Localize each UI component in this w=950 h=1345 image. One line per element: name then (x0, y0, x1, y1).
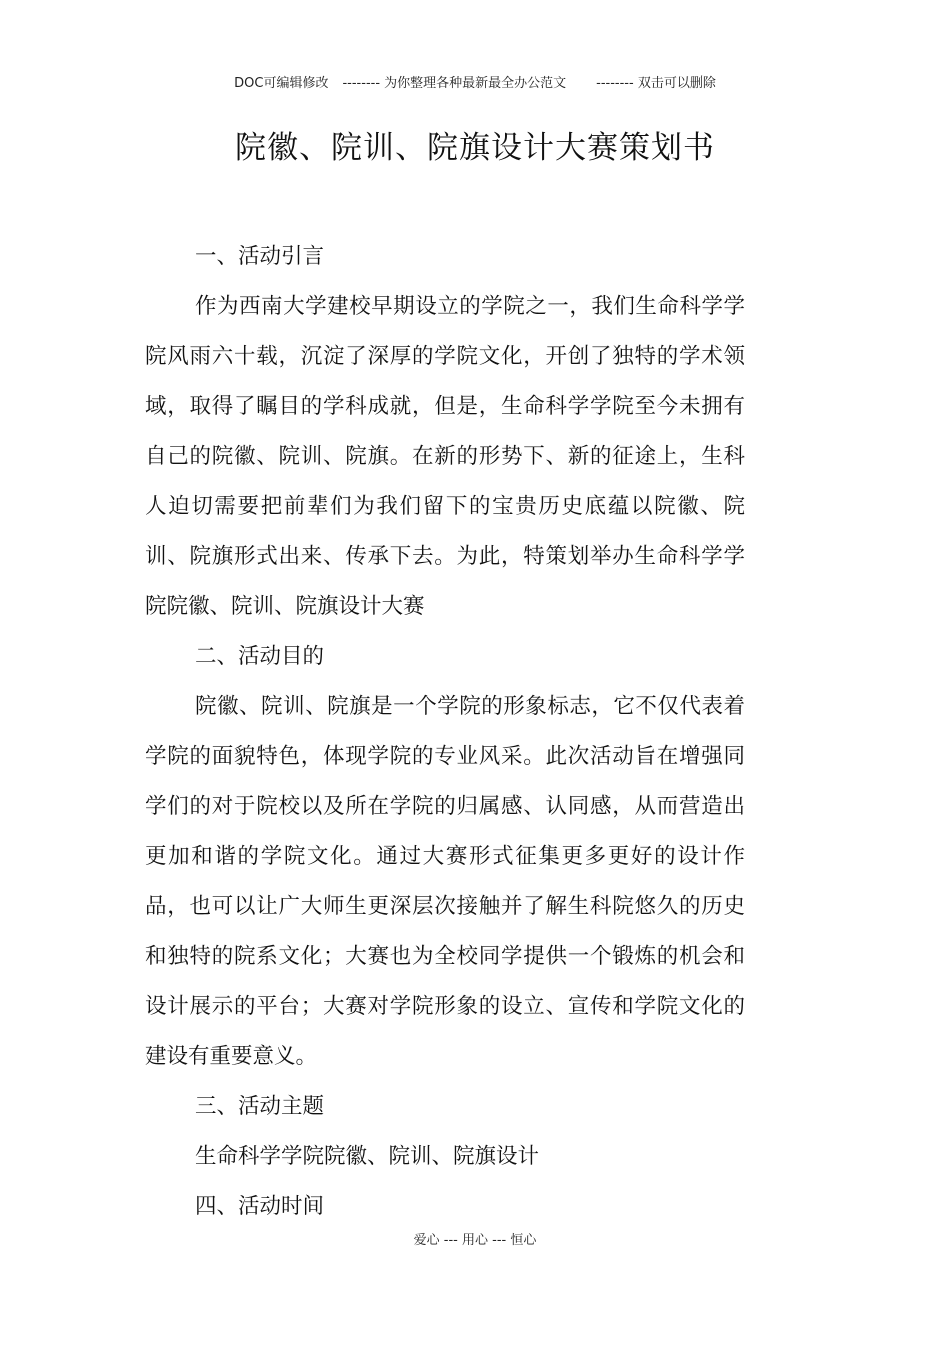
section-1-paragraph: 作为西南大学建校早期设立的学院之一，我们生命科学学院风雨六十载，沉淀了深厚的学院文化，开创了独特的学术领域，取得了瞩目的学科成就，但是，生命科学学院至今未拥有自己的院徽、院训、院旗。在新的形势下、新的征途上，生科人迫切需要把前辈们为我们留下的宝贵历史底蕴以院徽、院训、院旗形式出来、传承下去。为此，特策划举办生命科学学院院徽、院训、院旗设计大赛 (145, 294, 745, 619)
page-footer: 爱心 --- 用心 --- 恒心 (413, 1233, 537, 1248)
section-1-heading: 一、活动引言 (195, 244, 325, 269)
section-3-heading: 三、活动主题 (195, 1094, 325, 1119)
section-2-paragraph: 院徽、院训、院旗是一个学院的形象标志，它不仅代表着学院的面貌特色，体现学院的专业风采。此次活动旨在增强同学们的对于院校以及所在学院的归属感、认同感，从而营造出更加和谐的学院文化。通过大赛形式征集更多更好的设计作品，也可以让广大师生更深层次接触并了解生科院悠久的历史和独特的院系文化；大赛也为全校同学提供一个锻炼的机会和设计展示的平台；大赛对学院形象的设立、宣传和学院文化的建设有重要意义。 (145, 694, 745, 1069)
page-header (0, 72, 950, 91)
header-left: DOC可编辑修改 (234, 76, 329, 91)
document-body (145, 232, 745, 1232)
section-4-heading: 四、活动时间 (195, 1194, 325, 1219)
document-title: 院徽、院训、院旗设计大赛策划书 (235, 130, 715, 166)
header-right: -------- 双击可以删除 (596, 76, 716, 91)
section-3-paragraph: 生命科学学院院徽、院训、院旗设计 (195, 1144, 540, 1169)
section-2-heading: 二、活动目的 (195, 644, 325, 669)
header-middle: -------- 为你整理各种最新最全办公范文 (342, 76, 567, 91)
